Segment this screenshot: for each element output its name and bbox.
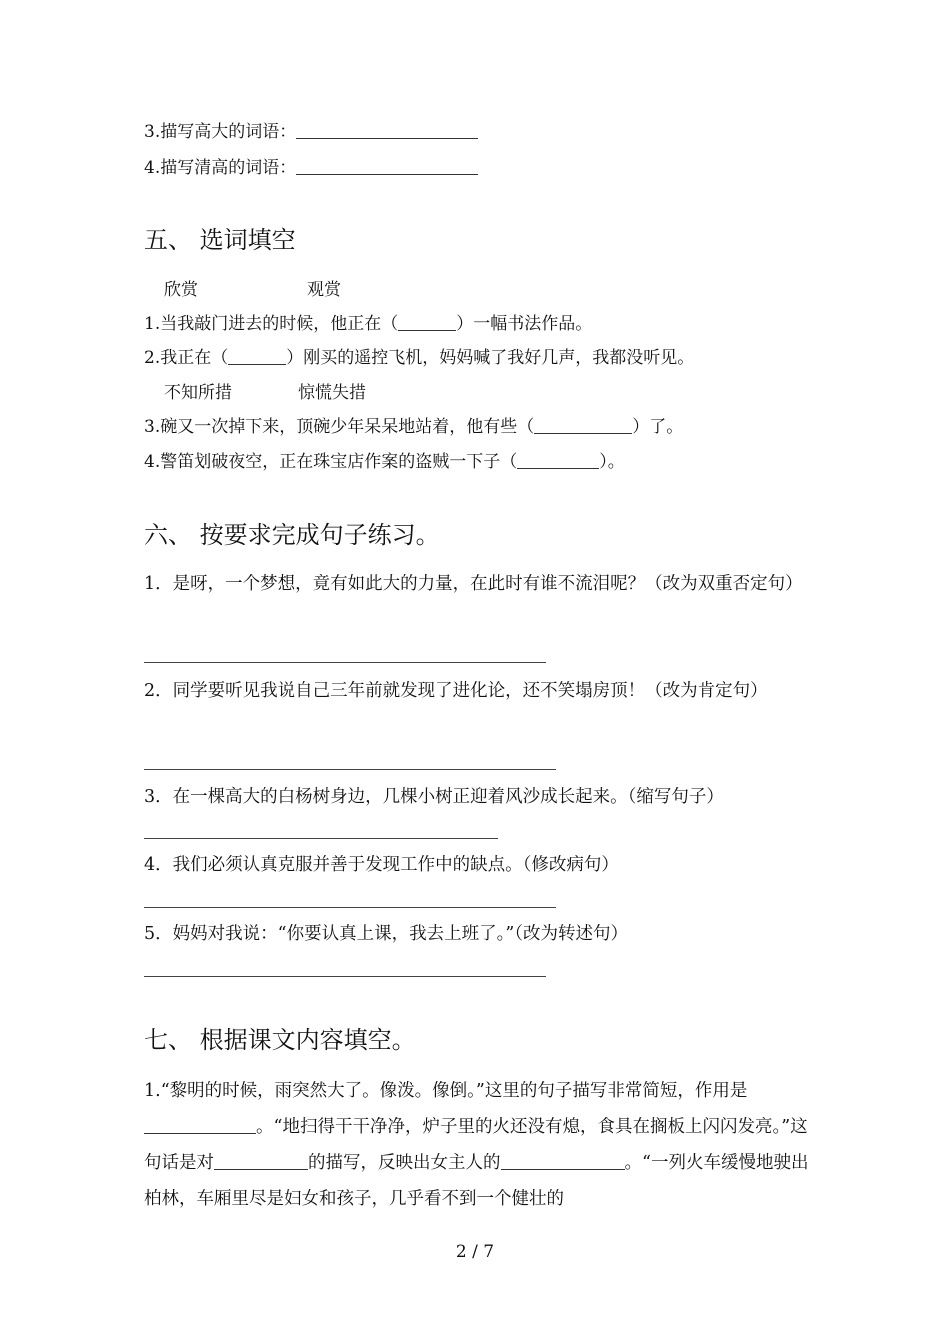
answer-blank[interactable]: [296, 122, 478, 139]
answer-blank[interactable]: [534, 417, 632, 434]
answer-blank[interactable]: [214, 1153, 308, 1170]
sec4-q4: 4.描写清高的词语：: [144, 156, 478, 180]
answer-line[interactable]: [144, 769, 556, 770]
answer-blank[interactable]: [228, 348, 286, 365]
sec6-q3: 3．在一棵高大的白杨树身边，几棵小树正迎着风沙成长起来。（缩写句子）: [144, 787, 724, 807]
sec5-heading: 五、 选词填空: [144, 226, 296, 254]
sec6-heading: 六、 按要求完成句子练习。: [144, 521, 440, 549]
sec5-q1: 1.当我敲门进去的时候，他正在（ ）一幅书法作品。: [144, 314, 593, 334]
answer-line[interactable]: [144, 838, 498, 839]
sec6-q4: 4．我们必须认真克服并善于发现工作中的缺点。（修改病句）: [144, 855, 619, 875]
answer-blank[interactable]: [144, 1117, 256, 1134]
word-choice: 惊慌失措: [298, 383, 366, 403]
answer-blank[interactable]: [296, 158, 478, 175]
sec5-q4: 4.警笛划破夜空，正在珠宝店作案的盗贼一下子（ ）。: [144, 452, 625, 472]
sec7-heading: 七、 根据课文内容填空。: [144, 1026, 416, 1054]
word-choice: 欣赏: [164, 280, 198, 300]
sec6-q2: 2．同学要听见我说自己三年前就发现了进化论，还不笑塌房顶！（改为肯定句）: [144, 681, 768, 701]
answer-line[interactable]: [144, 662, 546, 663]
answer-line[interactable]: [144, 976, 546, 977]
sec5-q2: 2.我正在（ ）刚买的遥控飞机，妈妈喊了我好几声，我都没听见。: [144, 348, 695, 368]
answer-blank[interactable]: [398, 314, 456, 331]
word-choice: 不知所措: [164, 383, 232, 403]
answer-line[interactable]: [144, 907, 556, 908]
sec4-q3: 3.描写高大的词语：: [144, 120, 478, 144]
sec7-p1: 1.“黎明的时候，雨突然大了。像泼。像倒。”这里的句子描写非常简短，作用是。“地扫得干干净净，炉子里的火还没有熄，食具在搁板上闪闪发亮。”这句话是对 的描写，反映出女主人的 。“一列火车缓慢地驶出柏林，车厢里尽是妇女和孩子，几乎看不到一个健壮的: [144, 1081, 809, 1209]
answer-blank[interactable]: [517, 452, 599, 469]
word-choice: 观赏: [307, 280, 341, 300]
answer-blank[interactable]: [501, 1153, 625, 1170]
word-choices-1: [164, 278, 341, 302]
page-number: 2 / 7: [455, 1242, 495, 1262]
sec5-q3: 3.碗又一次掉下来，顶碗少年呆呆地站着，他有些（ ）了。: [144, 417, 684, 437]
sec6-q1: 1．是呀，一个梦想，竟有如此大的力量，在此时有谁不流泪呢？（改为双重否定句）: [144, 574, 803, 594]
word-choices-2: [164, 381, 366, 405]
sec6-q5: 5．妈妈对我说：“你要认真上课，我去上班了。”（改为转述句）: [144, 924, 629, 944]
